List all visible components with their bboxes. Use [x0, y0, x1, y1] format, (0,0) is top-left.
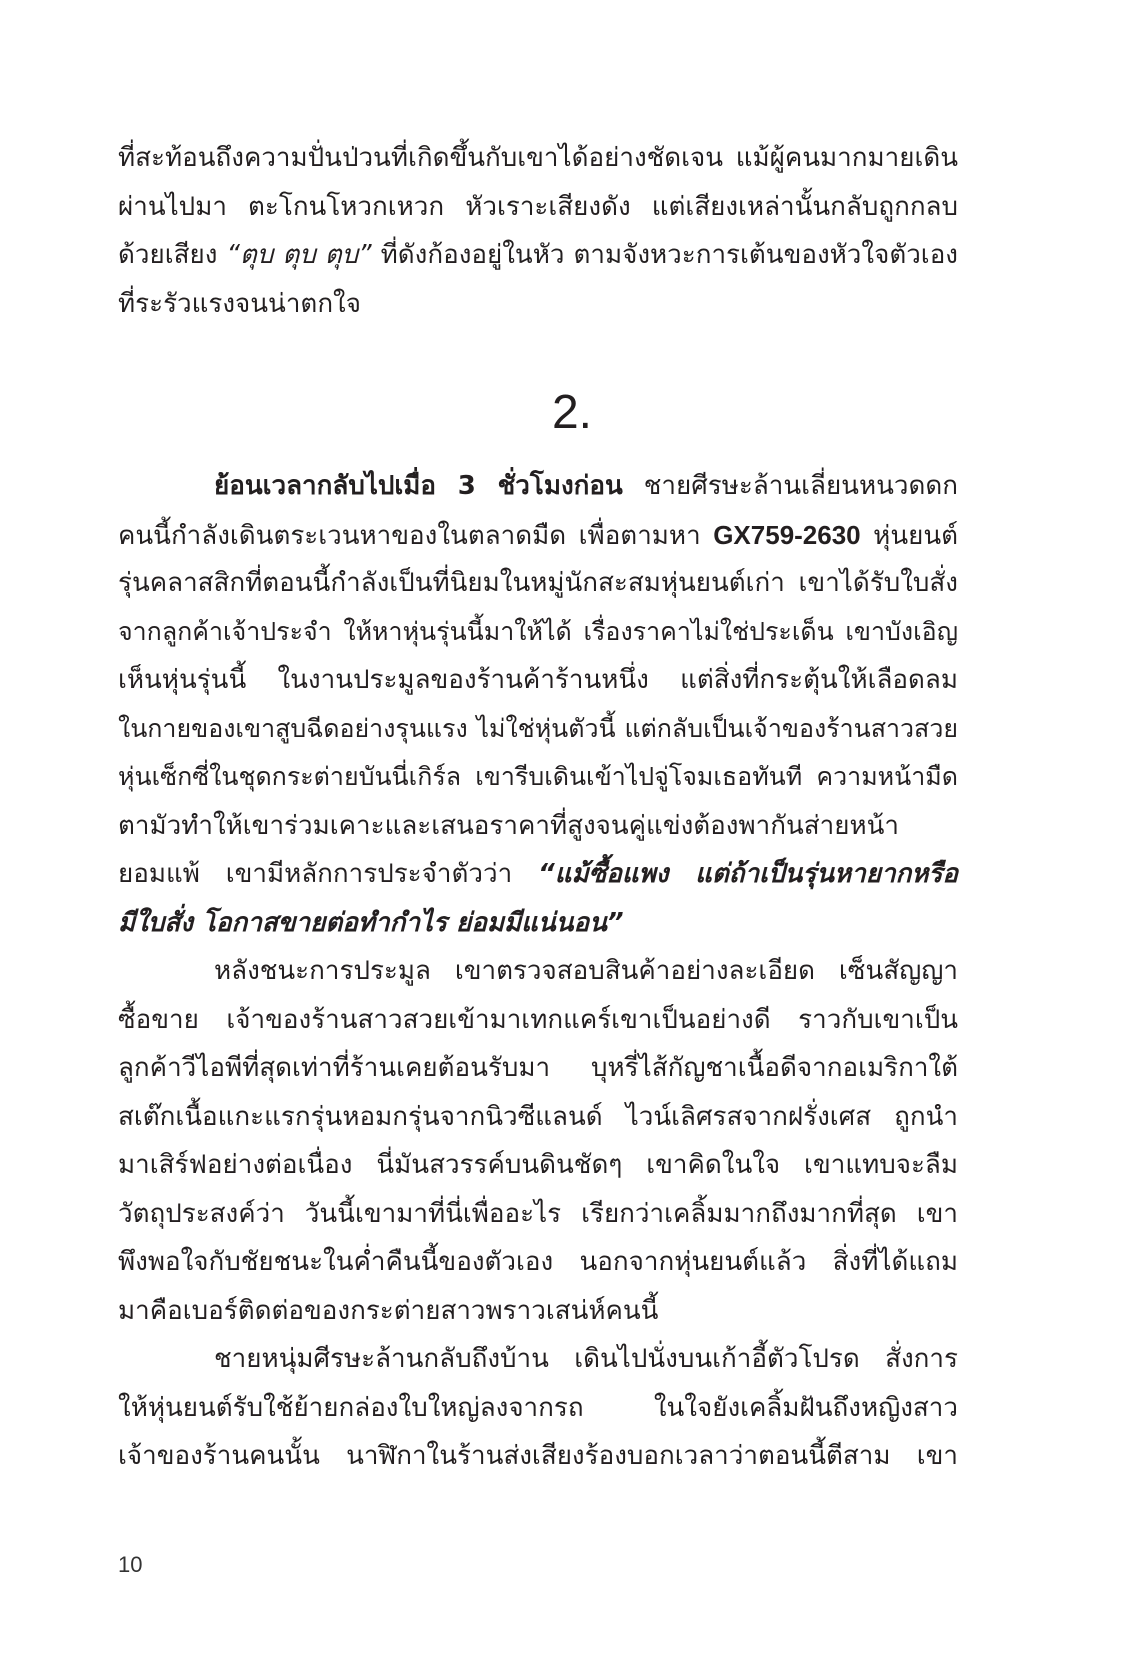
text-line: จากลูกค้าเจ้าประจำ ให้หาหุ่นรุ่นนี้มาให้ได้ เรื่องราคาไม่ใช่ประเด็น เขาบังเอิญ — [118, 616, 958, 646]
opening-bold-phrase: ย้อนเวลากลับไปเมื่อ 3 ชั่วโมงก่อน — [214, 471, 623, 501]
continued-paragraph — [118, 134, 958, 328]
text-line: พึงพอใจกับชัยชนะในค่ำคืนนี้ของตัวเอง นอกจากหุ่นยนต์แล้ว สิ่งที่ได้แถม — [118, 1247, 958, 1277]
text-line: เห็นหุ่นรุ่นนี้ ในงานประมูลของร้านค้าร้านหนึ่ง แต่สิ่งที่กระตุ้นให้เลือดลม — [118, 665, 958, 695]
text-line: ย้อนเวลากลับไปเมื่อ 3 ชั่วโมงก่อน ชายศีรษะล้านเลี่ยนหนวดดก — [214, 471, 958, 501]
text-line: ตามัวทำให้เขาร่วมเคาะและเสนอราคาที่สูงจนคู่แข่งต้องพากันส่ายหน้า — [118, 810, 899, 841]
text-line: ให้หุ่นยนต์รับใช้ย้ายกล่องใบใหญ่ลงจากรถ ในใจยังเคลิ้มฝันถึงหญิงสาว — [118, 1392, 958, 1423]
text-line: ยอมแพ้ เขามีหลักการประจำตัวว่า “แม้ซื้อแพง แต่ถ้าเป็นรุ่นหายากหรือ — [118, 859, 958, 889]
paragraph-2 — [118, 947, 958, 1335]
text-line: เจ้าของร้านคนนั้น นาฬิกาในร้านส่งเสียงร้องบอกเวลาว่าตอนนี้ตีสาม เขา — [118, 1441, 958, 1471]
text-line: ชายหนุ่มศีรษะล้านกลับถึงบ้าน เดินไปนั่งบนเก้าอี้ตัวโปรด สั่งการ — [214, 1344, 958, 1374]
onomatopoeia-italic: “ตุบ ตุบ ตุบ” — [226, 240, 372, 270]
page-number: 10 — [118, 1552, 143, 1577]
motto-quote-end: มีใบสั่ง โอกาสขายต่อทำกำไร ย่อมมีแน่นอน” — [118, 907, 624, 938]
text-line: ที่ระรัวแรงจนน่าตกใจ — [118, 288, 361, 319]
text-line: ลูกค้าวีไอพีที่สุดเท่าที่ร้านเคยต้อนรับมา บุหรี่ไส้กัญชาเนื้อดีจากอเมริกาใต้ — [118, 1053, 958, 1083]
text-line: คนนี้กำลังเดินตระเวนหาของในตลาดมืด เพื่อตามหา GX759-2630 หุ่นยนต์ — [118, 519, 958, 551]
motto-quote: “แม้ซื้อแพง แต่ถ้าเป็นรุ่นหายากหรือ — [537, 859, 958, 889]
text-line: มาเสิร์ฟอย่างต่อเนื่อง นี่มันสวรรค์บนดินชัดๆ เขาคิดในใจ เขาแทบจะลืม — [118, 1150, 958, 1180]
chapter-heading: 2. — [551, 386, 593, 439]
text-line: วัตถุประสงค์ว่า วันนี้เขามาที่นี่เพื่ออะไร เรียกว่าเคลิ้มมากถึงมากที่สุด เขา — [118, 1198, 958, 1229]
text-line: หลังชนะการประมูล เขาตรวจสอบสินค้าอย่างละเอียด เซ็นสัญญา — [214, 956, 958, 986]
paragraph-1 — [118, 462, 958, 947]
paragraph-3 — [118, 1335, 958, 1481]
text-line: หุ่นเซ็กซี่ในชุดกระต่ายบันนี่เกิร์ล เขารีบเดินเข้าไปจู่โจมเธอทันที ความหน้ามืด — [118, 762, 958, 791]
text-line: ผ่านไปมา ตะโกนโหวกเหวก หัวเราะเสียงดัง แต่เสียงเหล่านั้นกลับถูกกลบ — [118, 191, 958, 222]
text-line: สเต๊กเนื้อแกะแรกรุ่นหอมกรุ่นจากนิวซีแลนด์ ไวน์เลิศรสจากฝรั่งเศส ถูกนำ — [118, 1101, 958, 1132]
text-line: ด้วยเสียง “ตุบ ตุบ ตุบ” ที่ดังก้องอยู่ในหัว ตามจังหวะการเต้นของหัวใจตัวเอง — [118, 240, 959, 270]
text-line: ที่สะท้อนถึงความปั่นป่วนที่เกิดขึ้นกับเขาได้อย่างชัดเจน แม้ผู้คนมากมายเดิน — [118, 143, 958, 173]
text-line: รุ่นคลาสสิกที่ตอนนี้กำลังเป็นที่นิยมในหมู่นักสะสมหุ่นยนต์เก่า เขาได้รับใบสั่ง — [118, 568, 958, 598]
text-line: ในกายของเขาสูบฉีดอย่างรุนแรง ไม่ใช่หุ่นตัวนี้ แต่กลับเป็นเจ้าของร้านสาวสวย — [118, 713, 958, 743]
text-line: มาคือเบอร์ติดต่อของกระต่ายสาวพราวเสน่ห์คนนี้ — [118, 1295, 659, 1326]
text-line: ซื้อขาย เจ้าของร้านสาวสวยเข้ามาเทกแคร์เขาเป็นอย่างดี ราวกับเขาเป็น — [118, 1004, 958, 1035]
robot-model-code: GX759-2630 — [713, 519, 861, 550]
text-line — [118, 899, 958, 948]
